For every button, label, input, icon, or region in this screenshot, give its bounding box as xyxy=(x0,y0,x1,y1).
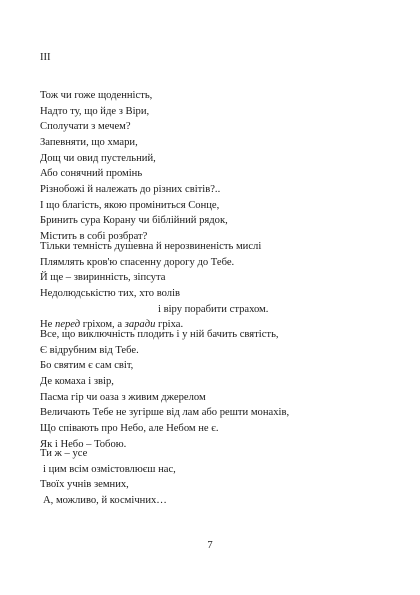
verse-line: Твоїх учнів земних, xyxy=(40,479,129,491)
verse-fragment: Не xyxy=(40,319,56,331)
verse-line: А, можливо, й космічних… xyxy=(43,495,167,507)
section-heading xyxy=(40,50,380,66)
stanza-3 xyxy=(40,239,380,333)
verse-line: Ти ж – усе xyxy=(40,448,88,459)
verse-line: Бо святим є сам світ, xyxy=(40,360,134,372)
verse-line: Запевняти, що хмари, xyxy=(40,137,138,148)
verse-italic-word: заради xyxy=(124,319,156,331)
verse-line: Містить в собі розбрат? xyxy=(40,231,148,243)
verse-line: Є відрубним від Тебе. xyxy=(40,344,139,356)
verse-line: Або сонячний промінь xyxy=(40,168,143,180)
stanza-2 xyxy=(40,135,380,245)
verse-line: Що співають про Небо, але Небом не є. xyxy=(40,423,219,435)
verse-fragment: гріха. xyxy=(155,319,184,331)
verse-italic-word: перед xyxy=(55,319,81,331)
verse-fragment: гріхом, а xyxy=(80,319,125,331)
verse-line: І що благість, якою проміниться Сонце, xyxy=(40,199,220,211)
verse-line: Дощ чи овид пустельний, xyxy=(40,152,156,164)
verse-line-indented: і віру порабити страхом. xyxy=(158,303,269,315)
verse-line: Тільки темність душевна й нерозвиненість мислі xyxy=(40,241,262,252)
verse-line: Все, що виключність плодить і у ній бачить святість, xyxy=(40,329,279,340)
section-number: III xyxy=(40,52,51,63)
stanza-4 xyxy=(40,327,380,453)
page-number: 7 xyxy=(207,540,213,551)
stanza-1 xyxy=(40,88,380,135)
verse-line: Пасма гір чи оаза з живим джерелом xyxy=(40,391,206,403)
verse-line: Різнобожі й належать до різних світів?.. xyxy=(40,184,221,196)
verse-line: Сполучати з мечем? xyxy=(40,121,131,133)
verse-line: Тож чи гоже щоденність, xyxy=(40,90,153,101)
verse-line: Бринить сура Корану чи біблійний рядок, xyxy=(40,215,228,227)
verse-line: і цим всім озмістовлюєш нас, xyxy=(43,463,176,475)
verse-line: Величають Тебе не зугірше від лам або решти монахів, xyxy=(40,407,290,419)
stanza-5 xyxy=(40,446,380,509)
verse-line: Надто ту, що йде з Віри, xyxy=(40,105,150,117)
verse-line: Недолюдськістю тих, хто волів xyxy=(40,288,181,300)
verse-line: Як і Небо – Тобою. xyxy=(40,438,127,450)
verse-line: Де комаха і звір, xyxy=(40,376,114,388)
verse-line: Плямлять кров'ю спасенну дорогу до Тебе. xyxy=(40,256,235,268)
verse-line: Й ще – звиринність, зіпсута xyxy=(40,272,166,284)
